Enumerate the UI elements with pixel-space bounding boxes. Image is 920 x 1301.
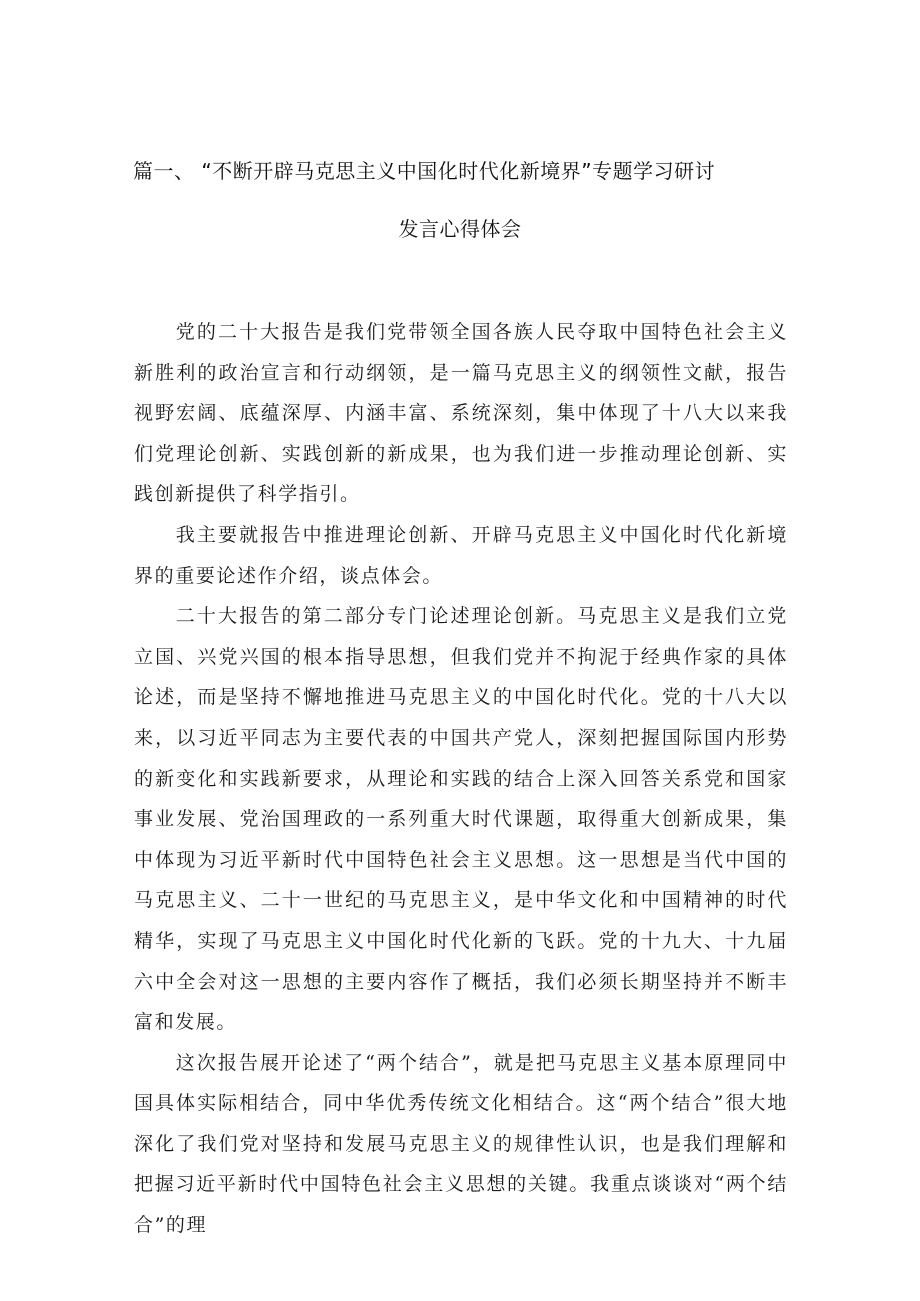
body-paragraph: 党的二十大报告是我们党带领全国各族人民夺取中国特色社会主义新胜利的政治宣言和行动纲领，是一篇马克思主义的纲领性文献，报告视野宏阔、底蕴深厚、内涵丰富、系统深刻，集中体现了十八大以来我们党理论创新、实践创新的新成果，也为我们进一步推动理论创新、实践创新提供了科学指引。 bbox=[134, 321, 788, 506]
body-paragraph: 二十大报告的第二部分专门论述理论创新。马克思主义是我们立党立国、兴党兴国的根本指导思想，但我们党并不拘泥于经典作家的具体论述，而是坚持不懈地推进马克思主义的中国化时代化。党的十八大以来，以习近平同志为主要代表的中国共产党人，深刻把握国际国内形势的新变化和实践新要求，从理论和实践的结合上深入回答关系党和国家事业发展、党治国理政的一系列重大时代课题，取得重大创新成果，集中体现为习近平新时代中国特色社会主义思想。这一思想是当代中国的马克思主义、二十一世纪的马克思主义，是中华文化和中国精神的时代精华，实现了马克思主义中国化时代化新的飞跃。党的十九大、十九届六中全会对这一思想的主要内容作了概括，我们必须长期坚持并不断丰富和发展。 bbox=[134, 605, 788, 1034]
document-body bbox=[134, 312, 788, 1246]
body-paragraph: 这次报告展开论述了“两个结合”，就是把马克思主义基本原理同中国具体实际相结合，同中华优秀传统文化相结合。这“两个结合”很大地深化了我们党对坚持和发展马克思主义的规律性认识，也是我们理解和把握习近平新时代中国特色社会主义思想的关键。我重点谈谈对“两个结合”的理 bbox=[134, 1051, 788, 1237]
document-title-line-2: 发言心得体会 bbox=[398, 217, 522, 241]
body-paragraph: 我主要就报告中推进理论创新、开辟马克思主义中国化时代化新境界的重要论述作介绍，谈点体会。 bbox=[134, 523, 788, 587]
document-title-line-1: 篇一、 “不断开辟马克思主义中国化时代化新境界”专题学习研讨 bbox=[133, 159, 716, 183]
